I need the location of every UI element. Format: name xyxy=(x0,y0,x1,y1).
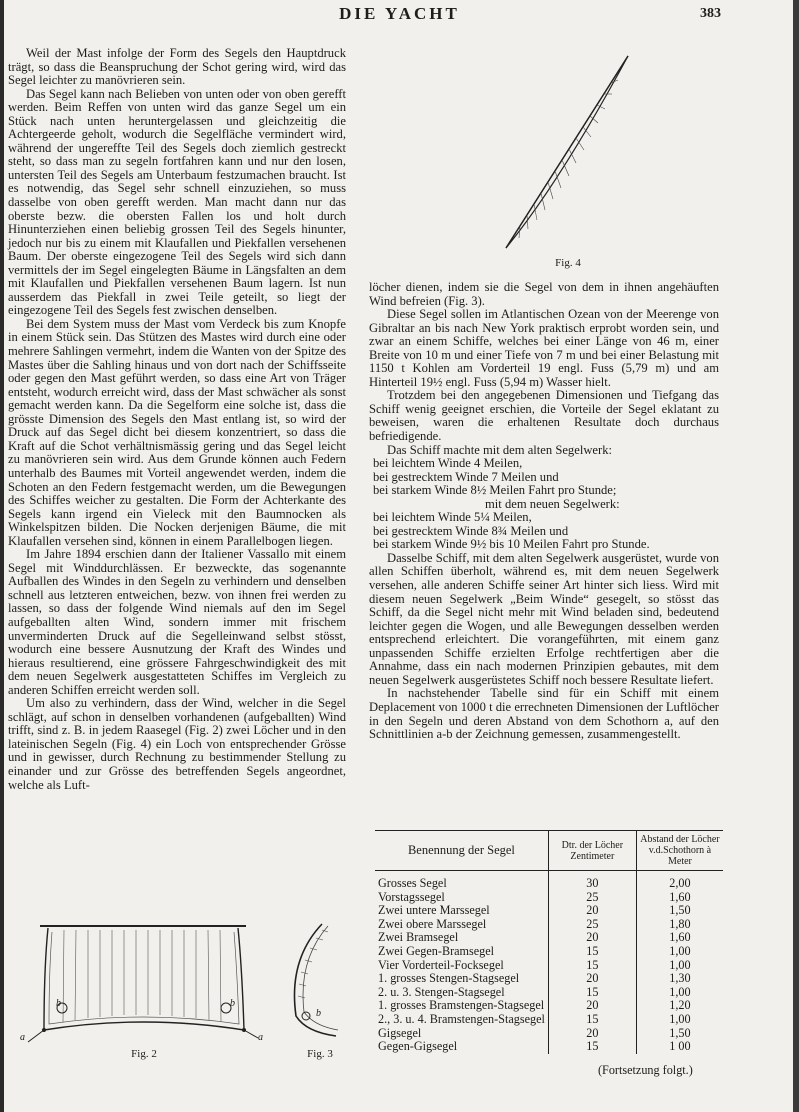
record-line: bei leichtem Winde 5¼ Meilen, xyxy=(373,510,532,525)
hole-diameter-cell: 25 xyxy=(548,918,636,932)
figure-3-sail-section xyxy=(286,920,346,1045)
hole-diameter-cell: 25 xyxy=(548,891,636,905)
record-line: bei starkem Winde 9½ bis 10 Meilen Fahrt pro Stunde. xyxy=(373,537,650,552)
record-line: bei leichtem Winde 4 Meilen, xyxy=(373,456,523,471)
left-column xyxy=(8,47,346,792)
hole-distance-cell: 1,60 xyxy=(636,931,723,945)
sail-name-cell: Vier Vorderteil-Focksegel xyxy=(378,957,504,972)
figure-2-label: b xyxy=(56,998,61,1009)
figure-2-label: a xyxy=(258,1032,263,1043)
table-row xyxy=(375,871,723,891)
figure-4-lateen-sail xyxy=(500,52,635,252)
table-row xyxy=(375,1027,723,1041)
table-header-cell: Abstand der Löcher v.d.Schothorn à Meter xyxy=(636,831,723,871)
paragraph: Um also zu verhindern, dass der Wind, welcher in die Segel schlägt, auf schon in denselben vorhandenen (aufgeballten) Wind trifft, sind z. B. in jedem Raasegel (Fig. 2) zwei Löcher und in den lateinischen Segeln (Fig. 4) ein Loch von entsprechender Grösse und in gewisser, durch Rechnung zu bestimmender Stellung zu einander und zur Grösse des betreffenden Segels angeordnet, welche als Luft- xyxy=(8,696,346,792)
hole-diameter-cell: 20 xyxy=(548,1027,636,1041)
sail-name-cell: Vorstagssegel xyxy=(378,889,445,904)
hole-distance-cell: 1,00 xyxy=(636,959,723,973)
figure-3-caption: Fig. 3 xyxy=(307,1048,333,1060)
paragraph: Im Jahre 1894 erschien dann der Italiener Vassallo mit einem Segel mit Winddurchlässen. Er bezweckte, das sogenannte Aufballen des Windes in den Segeln zu verhindern und denselben schnell aus letzteren entweichen, bezw. von ihnen frei werden zu lassen, so dass der folgende Wind niemals auf den im Segel aufgeballten alten Wind, sondern immer mit frischem unverminderten Druck auf die Segelleinwand selbst stösst, wodurch eine bessere Ausnutzung der Kraft des Windes und hieraus resultierend, eine grössere Fahrgeschwindigkeit des mit dem neuen Segelwerk ausgestatteten Schiffes im Vergleich zu anderen Schiffen erreicht werden soll. xyxy=(8,547,346,697)
hole-distance-cell: 1 00 xyxy=(636,1040,723,1054)
hole-distance-cell: 1,00 xyxy=(636,1013,723,1027)
hole-diameter-cell: 15 xyxy=(548,945,636,959)
running-header: DIE YACHT xyxy=(339,4,460,23)
figure-2-label: a xyxy=(20,1032,25,1043)
hole-diameter-cell: 15 xyxy=(548,1040,636,1054)
hole-diameter-cell: 15 xyxy=(548,1013,636,1027)
table-row xyxy=(375,931,723,945)
table-row xyxy=(375,918,723,932)
hole-distance-cell: 1,50 xyxy=(636,1027,723,1041)
figure-2-label: b xyxy=(230,998,235,1009)
sail-name-cell: Zwei Gegen-Bramsegel xyxy=(378,943,495,958)
figure-2-square-sail xyxy=(18,918,268,1046)
table-body xyxy=(375,871,723,1054)
table-header-cell: Dtr. der Löcher Zentimeter xyxy=(548,831,636,871)
record-line: bei gestrecktem Winde 7 Meilen und xyxy=(373,469,559,484)
sail-name-cell: Grosses Segel xyxy=(378,876,447,890)
sail-name-cell: 2., 3. u. 4. Bramstengen-Stagsegel xyxy=(378,1011,545,1026)
paragraph: Bei dem System muss der Mast vom Verdeck bis zum Knopfe in einem Stück sein. Das Stützen des Mastes wird durch eine oder mehrere Sahlingen vermehrt, indem die Wanten von der Spitze des Mastes über die Sahling hinaus und von dort nach der Schiffsseite oder gegen den Mast geführt werden, so dass eine Art von Träger entsteht, wodurch erreicht wird, dass der Mast schwächer als sonst gemacht werden kann. Da die Segelform eine solche ist, dass die grösste Dimension des Segels den Mast entlang ist, so wird der Druck auf das Segel dicht bei diesem konzentriert, so dass die Kraft auf die Schot verhältnismässig gering und das Segel leicht zu manövrieren sein wird. Aus dem Grunde können auch Federn unterhalb des Baumes mit Vorteil angewendet werden, indem die Schoten an den Federn festgemacht werden, um die Bewegungen des Schiffes weicher zu gestalten. Die Form der Achterkante des Segels kann irgend ein Vieleck mit den Baumnocken als Winkelspitzen bilden. Die Nocken derjenigen Bäume, die mit Klaufallen versehen sind, können in einem Parallelbogen liegen. xyxy=(8,316,346,548)
scan-edge-right xyxy=(793,0,799,1112)
page-number: 383 xyxy=(700,6,721,21)
table-row xyxy=(375,959,723,973)
sail-name-cell: 1. grosses Stengen-Stagsegel xyxy=(378,971,520,986)
continuation-note: (Fortsetzung folgt.) xyxy=(598,1063,693,1077)
record-line: bei gestrecktem Winde 8¾ Meilen und xyxy=(373,523,569,538)
sail-name-cell: Zwei Bramsegel xyxy=(378,930,459,945)
paragraph: Diese Segel sollen im Atlantischen Ozean von der Meerenge von Gibraltar an bis nach New York praktisch erprobt worden sein, und zwar an einem Schiffe, welches bei einer Länge von 46 m, einer Breite von 10 m und einer Tiefe von 7 m und bei einer Belastung mit 1150 t Kohlen am Vorderteil 19 engl. Fuss (5,79 m) und am Hinterteil 19½ engl. Fuss (5,94 m) Wasser hielt. xyxy=(369,307,719,389)
hole-distance-cell: 2,00 xyxy=(636,871,723,891)
table-header-cell: Benennung der Segel xyxy=(375,831,548,871)
record-subheading: mit dem neuen Segelwerk: xyxy=(485,496,620,511)
hole-distance-cell: 1,00 xyxy=(636,945,723,959)
figure-4-caption: Fig. 4 xyxy=(555,257,581,269)
table-row xyxy=(375,972,723,986)
paragraph: In nachstehender Tabelle sind für ein Schiff mit einem Deplacement von 1000 t die errechneten Dimensionen der Luftlöcher in den Segeln und deren Abstand von dem Schothorn a, auf den Schnittlinien a-b der Zeichnung gemessen, zusammengestellt. xyxy=(369,686,719,742)
hole-diameter-cell: 20 xyxy=(548,904,636,918)
hole-diameter-cell: 15 xyxy=(548,959,636,973)
sail-name-cell: Zwei untere Marssegel xyxy=(378,903,490,918)
hole-distance-cell: 1,00 xyxy=(636,986,723,1000)
hole-diameter-cell: 20 xyxy=(548,931,636,945)
hole-distance-cell: 1,30 xyxy=(636,972,723,986)
sail-name-cell: Gegen-Gigsegel xyxy=(378,1039,458,1054)
hole-diameter-cell: 20 xyxy=(548,972,636,986)
record-line: bei starkem Winde 8½ Meilen Fahrt pro Stunde; xyxy=(373,483,617,498)
figure-2-caption: Fig. 2 xyxy=(131,1048,157,1060)
hole-distance-cell: 1,50 xyxy=(636,904,723,918)
table-row xyxy=(375,999,723,1013)
paragraph: Dasselbe Schiff, mit dem alten Segelwerk ausgerüstet, wurde von allen Schiffen überholt, während es, mit dem neuen Segelwerk versehen, alle anderen Schiffe seiner Art hinter sich liess. Wird mit diesem neuen Segelwerk „Beim Winde“ gesegelt, so stösst das Schiff, da die Segel nicht mehr mit Wind beladen sind, bedeutend leichter gegen die Wogen, und alle Bewegungen desselben werden entsprechend erleichtert. Die vorangeführten, mit einem ganz unpassenden Schiffe erzielten Erfolge rechtfertigen aber die Annahme, dass ein nach modernen Prinzipien gebautes, mit dem neuen Segelwerk ausgerüstetes Schiff noch bessere Resultate liefert. xyxy=(369,550,719,687)
hole-diameter-cell: 30 xyxy=(548,871,636,891)
hole-diameter-cell: 15 xyxy=(548,986,636,1000)
right-column xyxy=(369,281,719,742)
sail-name-cell: Gigsegel xyxy=(378,1025,422,1040)
sail-name-cell: 2. u. 3. Stengen-Stagsegel xyxy=(378,984,505,999)
hole-distance-cell: 1,60 xyxy=(636,891,723,905)
table-row xyxy=(375,945,723,959)
table-row xyxy=(375,986,723,1000)
paragraph: löcher dienen, indem sie die Segel von dem in ihnen angehäuften Wind befreien (Fig. 3). xyxy=(369,280,719,308)
paragraph: Das Segel kann nach Belieben von unten oder von oben gerefft werden. Beim Reffen von unten wird das ganze Segel um ein Stück nach unten heruntergelassen und gleichzeitig die Achtergeerde geholt, wodurch die Segelfläche vermindert wird, während der ungereffte Teil des Segels doch ziemlich gestreckt steht, so dass man zu segeln fortfahren kann und nur den losen, untersten Teil des Segels am Unterbaum festzumachen braucht. Ist es notwendig, das Segel sehr schnell einzuziehen, so muss dasselbe von oben gerefft werden. Man macht dann nur das oberste bezw. die obersten Fallen los und holt durch Hinunterziehen einen beliebig grossen Teil des Segels hinunter, jedoch nur bis zu einem mit Klaufallen und Piekfallen versehenen Baum. Der oberste eingezogene Teil des Segels wird sich dann vermittels der im Segel eingelegten Bäume in Längsfalten an dem mit Klaufallen und Piekfallen versehenen Baum lagern. Ist nun ausserdem das Piekfall in zwei Teile geteilt, so liegt der eingezogene Teil des Segels fest zwischen denselben. xyxy=(8,86,346,318)
table-header-row xyxy=(375,831,723,871)
hole-distance-cell: 1,80 xyxy=(636,918,723,932)
paragraph: Trotzdem bei den angegebenen Dimensionen und Tiefgang das Schiff wenig geeignet erschien, die Vorteile der Segel eklatant zu beweisen, waren die erhaltenen Resultate doch durchaus befriedigende. xyxy=(369,388,719,444)
table-row xyxy=(375,891,723,905)
table-row xyxy=(375,1040,723,1054)
sail-name-cell: 1. grosses Bramstengen-Stagsegel xyxy=(378,998,545,1013)
table-row xyxy=(375,1013,723,1027)
sail-dimensions-table xyxy=(375,830,723,1054)
scan-edge-left xyxy=(0,0,4,1112)
sail-name-cell: Zwei obere Marssegel xyxy=(378,916,487,931)
hole-diameter-cell: 20 xyxy=(548,999,636,1013)
hole-distance-cell: 1,20 xyxy=(636,999,723,1013)
paragraph: Weil der Mast infolge der Form des Segels den Hauptdruck trägt, so dass die Beanspruchung der Schot gering wird, wird das Segel leichter zu manövrieren sein. xyxy=(8,46,346,88)
table-row xyxy=(375,904,723,918)
speed-records xyxy=(369,457,719,552)
figure-3-label: b xyxy=(316,1008,321,1019)
paragraph: Das Schiff machte mit dem alten Segelwerk: xyxy=(387,442,612,457)
